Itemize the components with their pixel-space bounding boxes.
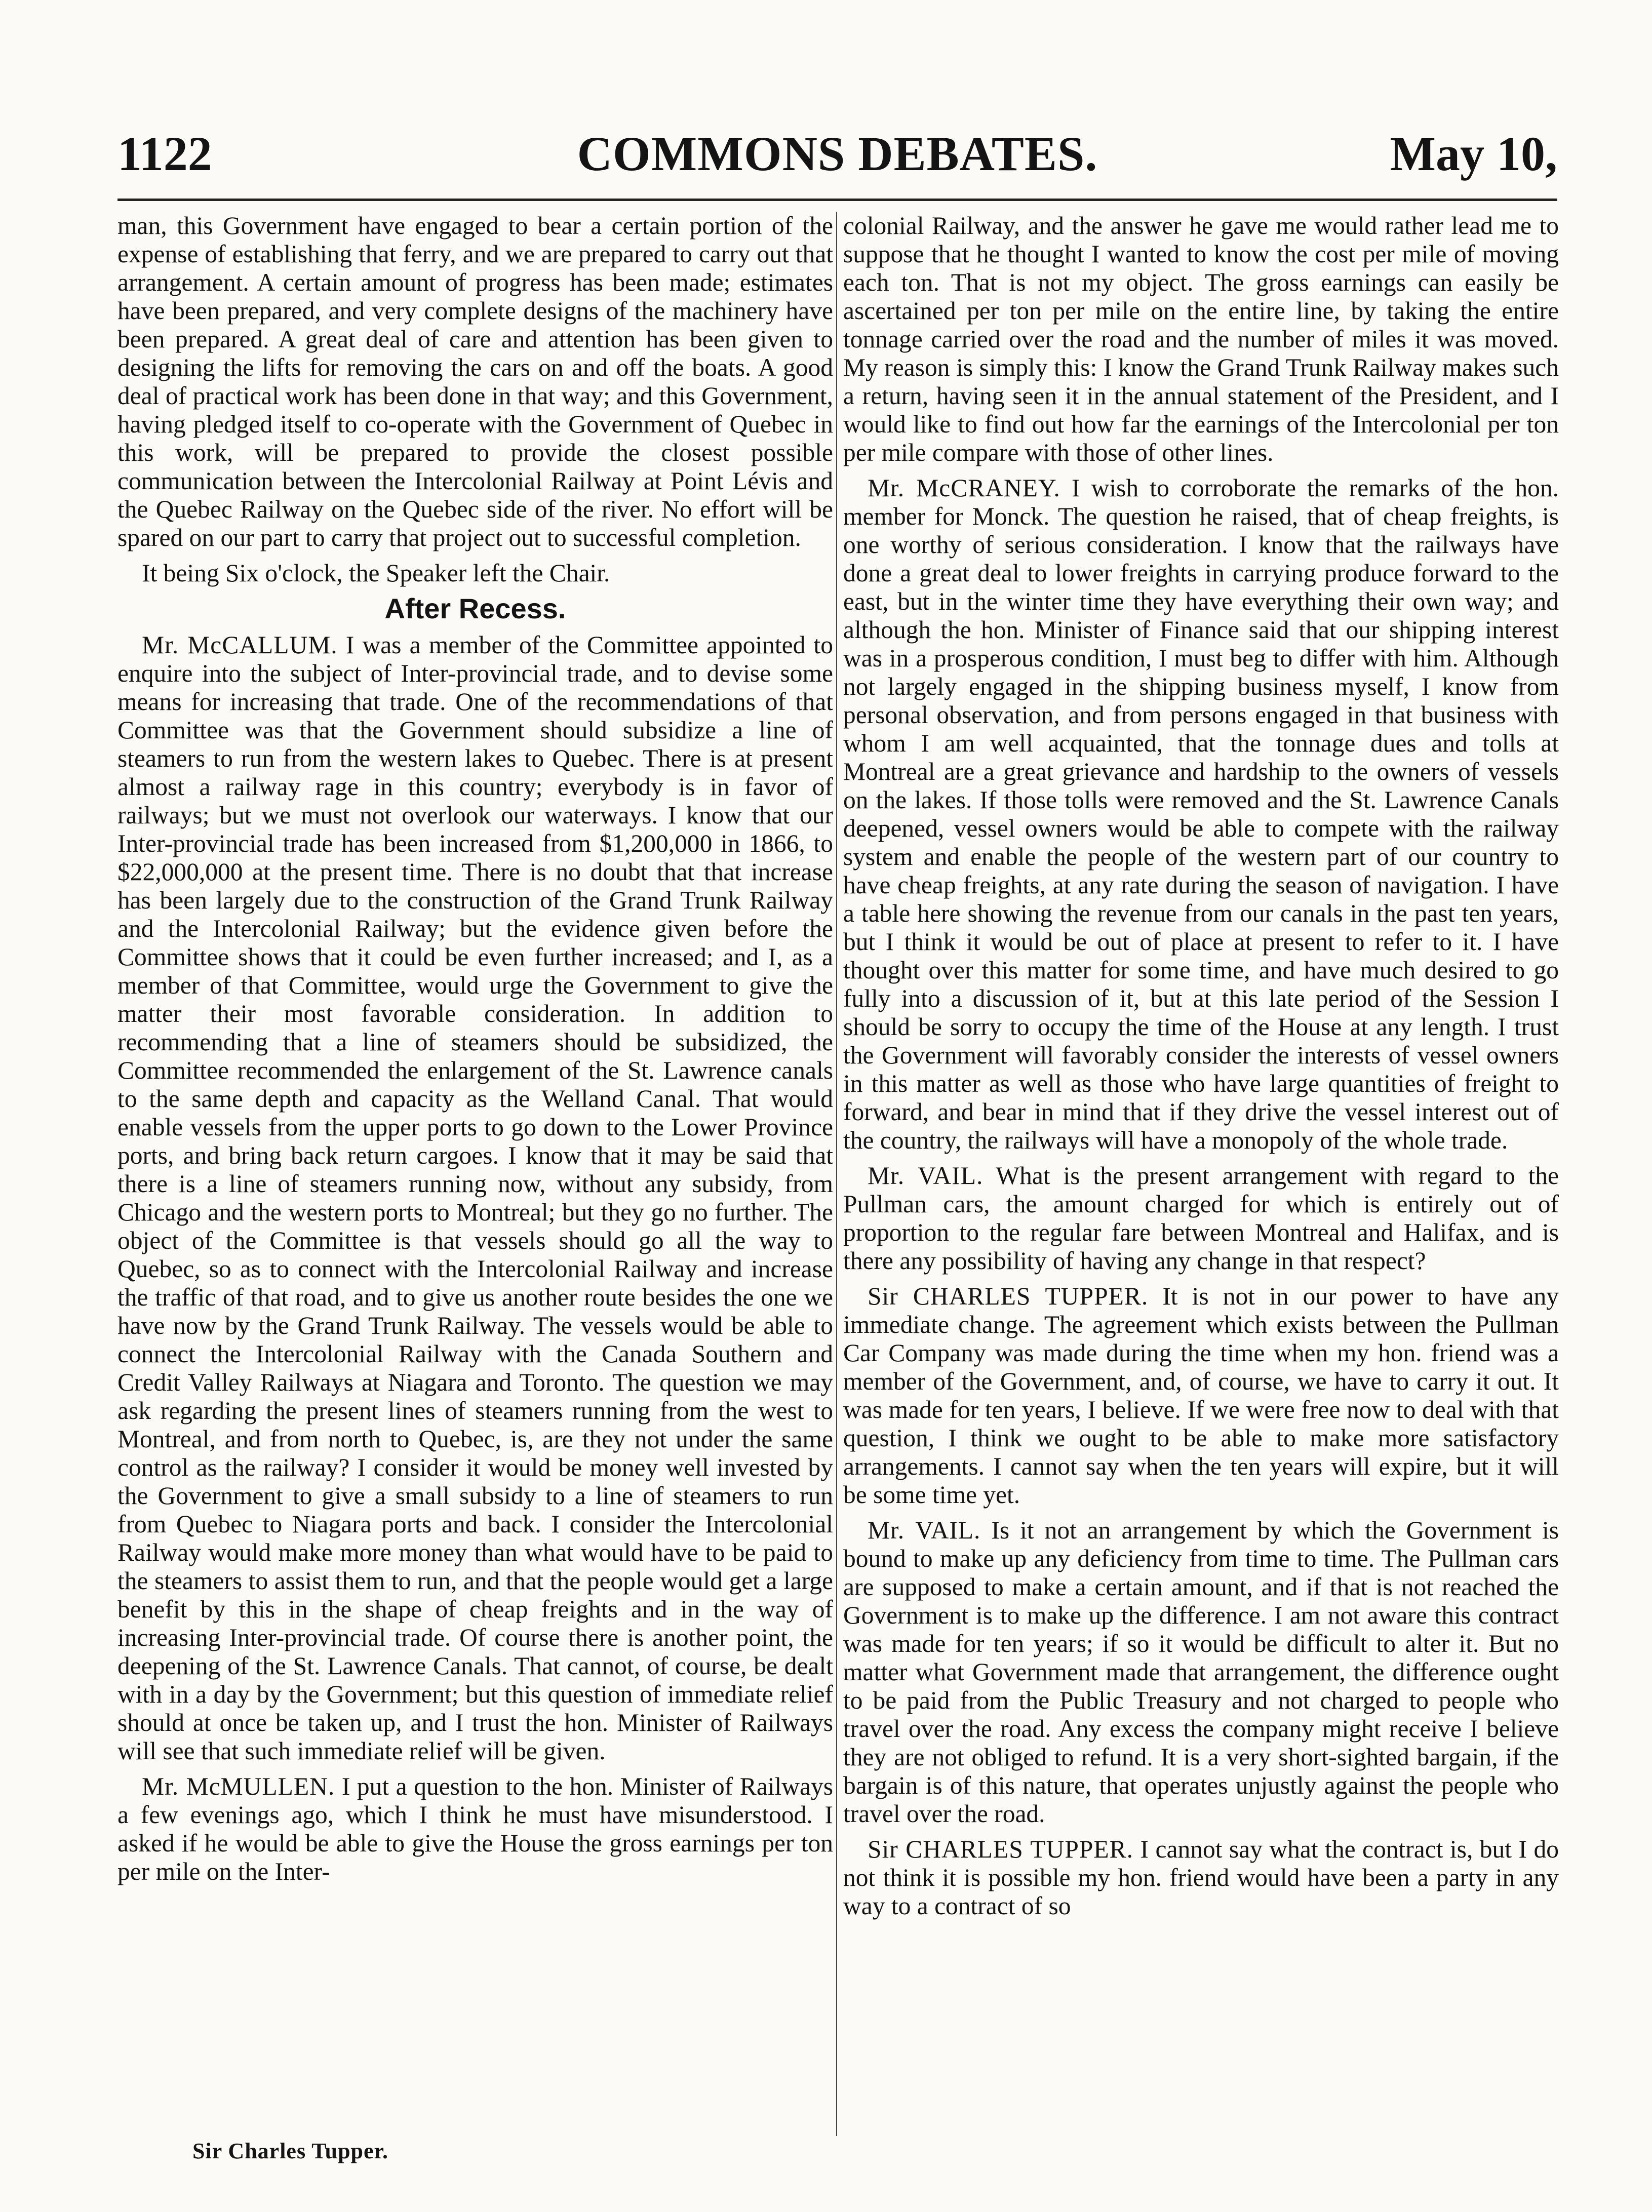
paragraph: man, this Government have engaged to bear a certain portion of the expense of establishing that ferry, and we are prepared to carry out that arrangement. A certain amount of progress has been made; estimates have been prepared, and very complete designs of the machinery have been prepared. A great deal of care and attention has been given to designing the lifts for removing the cars on and off the boats. A good deal of practical work has been done in that way; and this Government, having pledged itself to co-operate with the Government of Quebec in this work, will be prepared to provide the closest possible communication between the Intercolonial Railway at Point Lévis and the Quebec Railway on the Quebec side of the river. No effort will be spared on our part to carry that project out to successful completion. (117, 212, 833, 551)
speaker-name: Mr. McMULLEN. (142, 1772, 335, 1800)
speaker-name: Mr. McCRANEY. (868, 474, 1060, 502)
paragraph: It being Six o'clock, the Speaker left the Chair. (142, 559, 610, 587)
speech-text: I was a member of the Committee appointed to enquire into the subject of Inter-provincial trade, and to devise some means for increasing that trade. One of the recommendations of that Committee was that the Government should subsidize a line of steamers to run from the western lakes to Quebec. There is at present almost a railway rage in this country; everybody is in favor of railways; but we must not overlook our waterways. I know that our Inter-provincial trade has been increased from $1,200,000 in 1866, to $22,000,000 at the present time. There is no doubt that that increase has been largely due to the construction of the Grand Trunk Railway and the Intercolonial Railway; but the evidence given before the Committee shows that it could be even further increased; and I, as a member of that Committee, would urge the Government to give the matter their most favorable consideration. In addition to recommending that a line of steamers should be subsidized, the Committee recommended the enlargement of the St. Lawrence canals to the same depth and capacity as the Welland Canal. That would enable vessels from the upper ports to go down to the Lower Province ports, and bring back return cargoes. I know that it may be said that there is a line of steamers running now, without any subsidy, from Chicago and the western ports to Montreal; but they go no further. The object of the Committee is that vessels should go all the way to Quebec, so as to connect with the Intercolonial Railway and increase the traffic of that road, and to give us another route besides the one we have now by the Grand Trunk Railway. The vessels would be able to connect the Intercolonial Railway with the Canada Southern and Credit Valley Railways at Niagara and Toronto. The question we may ask regarding the present lines of steamers running from the west to Montreal, and from north to Quebec, is, are they not under the same control as the railway? I consider it would be money well invested by the Government to give a small subsidy to a line of steamers to run from Quebec to Niagara ports and back. I consider the Intercolonial Railway would make more money than what would have to be paid to the steamers to assist them to run, and that the people would get a large benefit by this in the shape of cheap freights and in the way of increasing Inter-provincial trade. Of course there is another point, the deepening of the St. Lawrence Canals. That cannot, of course, be dealt with in a day by the Government; but this question of immediate relief should at once be taken up, and I trust the hon. Minister of Railways will see that such immediate relief will be given. (117, 631, 833, 1765)
speech (117, 631, 833, 1765)
paragraph: colonial Railway, and the answer he gave me would rather lead me to suppose that he thought I wanted to know the cost per mile of moving each ton. That is not my object. The gross earnings can easily be ascertained per ton per mile on the entire line, by taking the entire tonnage carried over the road and the number of miles it was moved. My reason is simply this: I know the Grand Trunk Railway makes such a return, having seen it in the annual statement of the President, and I would like to find out how far the earnings of the Intercolonial per ton per mile compare with those of other lines. (843, 212, 1559, 466)
left-column (117, 212, 833, 2126)
catchword: Sir Charles Tupper. (192, 2139, 389, 2163)
column-divider (836, 212, 837, 2136)
speech-text: I cannot say what the contract is, but I do not think it is possible my hon. friend would have been a party in any way to a contract of so (843, 1835, 1559, 1920)
speaker-name: Sir CHARLES TUPPER. (868, 1835, 1134, 1863)
speech (843, 1516, 1559, 1828)
speech-text: I put a question to the hon. Minister of Railways a few evenings ago, which I think he must have misunderstood. I asked if he would be able to give the House the gross earnings per ton per mile on the Inter- (117, 1772, 833, 1885)
speaker-name: Sir CHARLES TUPPER. (868, 1282, 1149, 1310)
speech-text: It is not in our power to have any immediate change. The agreement which exists between the Pullman Car Company was made during the time when my hon. friend was a member of the Government, and, of course, we have to carry it out. It was made for ten years, I believe. If we were free now to deal with that question, I think we ought to be able to make more satisfactory arrangements. I cannot say when the ten years will expire, but it will be some time yet. (843, 1282, 1559, 1509)
speech (843, 1282, 1559, 1509)
speech (843, 474, 1559, 1155)
speech-text: What is the present arrangement with regard to the Pullman cars, the amount charged for which is entirely out of proportion to the regular fare between Montreal and Halifax, and is there any possibility of having any change in that respect? (843, 1162, 1559, 1275)
page-header (117, 126, 1557, 196)
right-column (843, 212, 1559, 2126)
speech (117, 1772, 833, 1886)
header-rule (117, 199, 1557, 201)
page-title: COMMONS DEBATES. (577, 127, 1098, 181)
speech-text: Is it not an arrangement by which the Government is bound to make up any deficiency from time to time. The Pullman cars are supposed to make a certain amount, and if that is not reached the Government is to make up the difference. I am not aware this contract was made for ten years; if so it would be difficult to alter it. But no matter what Government made that arrangement, the difference ought to be paid from the Public Treasury and not charged to people who travel over the road. Any excess the company might receive I believe they are not obliged to refund. It is a very short-sighted bargain, if the bargain is of this nature, that operates unjustly against the people who travel over the road. (843, 1516, 1559, 1828)
speaker-name: Mr. McCALLUM. (142, 631, 338, 659)
speech (843, 1162, 1559, 1275)
speech (843, 1835, 1559, 1920)
speaker-name: Mr. VAIL. (868, 1162, 984, 1190)
section-heading: After Recess. (384, 592, 566, 624)
page-date: May 10, (1390, 127, 1557, 181)
speech-text: I wish to corroborate the remarks of the hon. member for Monck. The question he raised, that of cheap freights, is one worthy of serious consideration. I know that the railways have done a great deal to lower freights in carrying produce forward to the east, but in the winter time they have everything their own way; and although the hon. Minister of Finance said that our shipping interest was in a prosperous condition, I must beg to differ with him. Although not largely engaged in the shipping business myself, I know from personal observation, and from persons engaged in that business with whom I am well acquainted, that the tonnage dues and tolls at Montreal are a great grievance and hardship to the owners of vessels on the lakes. If those tolls were removed and the St. Lawrence Canals deepened, vessel owners would be able to compete with the railway system and enable the people of the western part of our country to have cheap freights, at any rate during the season of navigation. I have a table here showing the revenue from our canals in the past ten years, but I think it would be out of place at present to refer to it. I have thought over this matter for some time, and have much desired to go fully into a discussion of it, but at this late period of the Session I should be sorry to occupy the time of the House at any length. I trust the Government will favorably consider the interests of vessel owners in this matter as well as those who have large quantities of freight to forward, and bear in mind that if they drive the vessel interest out of the country, the railways will have a monopoly of the whole trade. (843, 474, 1559, 1154)
speaker-name: Mr. VAIL. (868, 1516, 981, 1544)
page-number: 1122 (117, 127, 212, 181)
